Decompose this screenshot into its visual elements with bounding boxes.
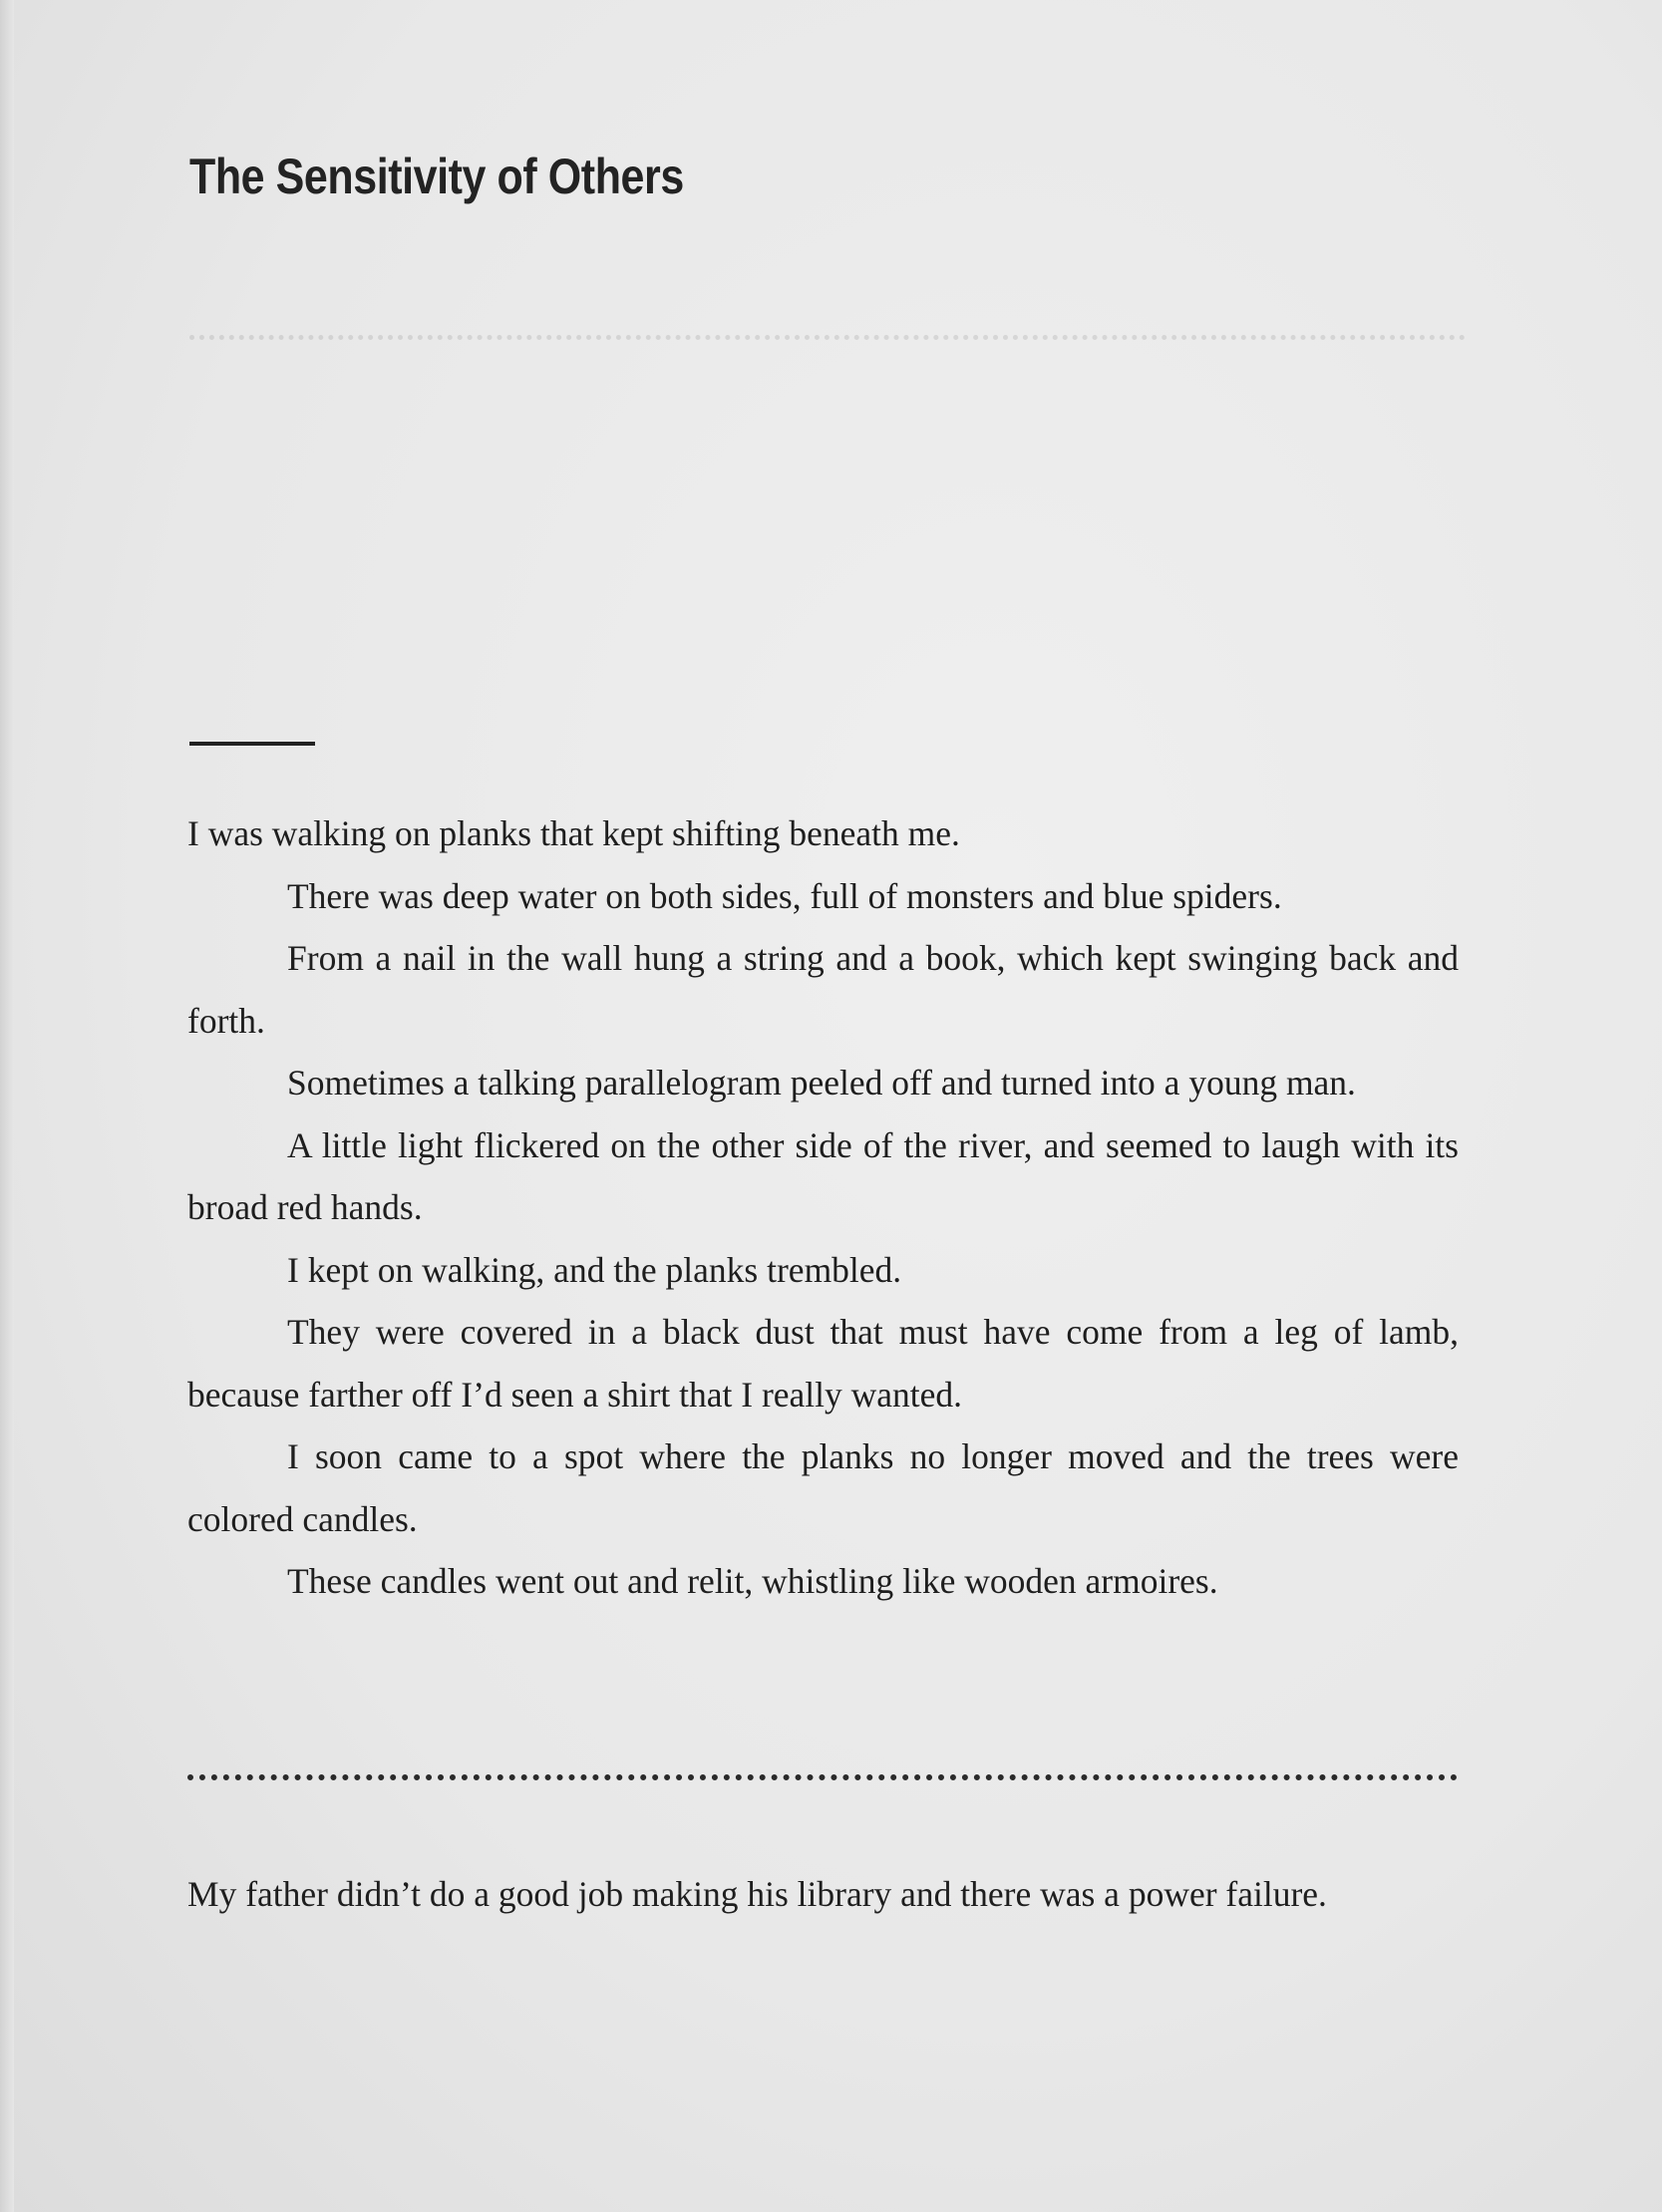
- paragraph: My father didn’t do a good job making his library and there was a power failure.: [187, 1874, 1327, 1914]
- paragraph: From a nail in the wall hung a string and a book, which kept swinging back and forth.: [187, 938, 1459, 1041]
- paragraph: I soon came to a spot where the planks no longer moved and the trees were colored candles.: [187, 1436, 1459, 1539]
- paragraph: I kept on walking, and the planks trembled.: [287, 1249, 902, 1290]
- paragraph: A little light flickered on the other side of the river, and seemed to laugh with its broad red hands.: [187, 1124, 1459, 1227]
- section-divider-dotted: [187, 1774, 1458, 1780]
- paragraph: There was deep water on both sides, full of monsters and blue spiders.: [287, 875, 1282, 916]
- paragraph: I was walking on planks that kept shifting beneath me.: [187, 813, 960, 853]
- show-through-divider: [189, 335, 1466, 340]
- section-one-text: [187, 802, 1459, 1613]
- paragraph: These candles went out and relit, whistling like wooden armoires.: [287, 1561, 1218, 1601]
- page-left-edge: [0, 0, 14, 2212]
- section-start-rule: [189, 742, 315, 746]
- section-two-text: [187, 1863, 1459, 1926]
- page-title: The Sensitivity of Others: [189, 148, 684, 204]
- paragraph: They were covered in a black dust that must have come from a leg of lamb, because farther off I’d seen a shirt that I really wanted.: [187, 1312, 1459, 1415]
- paragraph: Sometimes a talking parallelogram peeled off and turned into a young man.: [287, 1063, 1356, 1103]
